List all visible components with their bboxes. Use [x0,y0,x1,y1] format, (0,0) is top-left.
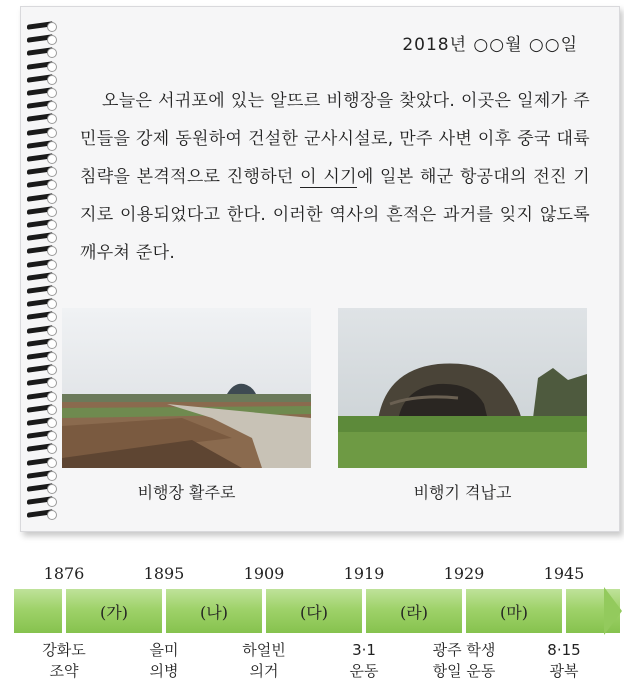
year-label: 1895 [143,564,185,583]
timeline-divider [562,589,566,633]
period-ga: (가) [100,603,128,622]
year-label: 1929 [443,564,485,583]
runway-caption: 비행장 활주로 [137,483,236,502]
spiral-ring-icon [27,509,57,519]
diary-line: 에 일본 [356,167,414,187]
spiral-ring-icon [27,87,57,97]
event-label: 3·1 운동 [349,641,379,680]
timeline-divider [162,589,166,633]
period-da: (다) [300,603,328,622]
spiral-ring-icon [27,351,57,361]
spiral-ring-icon [27,311,57,321]
spiral-ring-icon [27,193,57,203]
diary-line: 일제가 주민들을 강제 동원하여 건설한 군사시설로, 만주 사변 [80,91,590,149]
spiral-ring-icon [27,245,57,255]
diary-line: 이후 중국 대륙 침략을 본격적으로 진행하던 [80,129,590,187]
spiral-ring-icon [27,325,57,335]
spiral-ring-icon [27,404,57,414]
spiral-ring-icon [27,417,57,427]
spiral-ring-icon [27,298,57,308]
spiral-ring-icon [27,219,57,229]
spiral-ring-icon [27,272,57,282]
event-label: 을미 의병 [149,641,179,680]
year-label: 1876 [43,564,85,583]
spiral-ring-icon [27,113,57,123]
spiral-ring-icon [27,153,57,163]
timeline-divider [262,589,266,633]
period-na: (나) [200,603,228,622]
spiral-ring-icon [27,127,57,137]
spiral-ring-icon [27,21,57,31]
spiral-ring-icon [27,232,57,242]
spiral-ring-icon [27,496,57,506]
diary-paragraph [80,82,590,272]
spiral-ring-icon [27,259,57,269]
year-label: 1909 [243,564,285,583]
spiral-ring-icon [27,166,57,176]
year-label: 1919 [343,564,385,583]
diary-date: 2018년 ○○월 ○○일 [402,35,578,55]
spiral-ring-icon [27,74,57,84]
diary-line: 해군 항공대의 전진 기지로 이용되었다고 한다. 이러한 역사의 [80,167,590,225]
hangar-photo [338,308,587,468]
spiral-ring-icon [27,391,57,401]
timeline-arrow-icon [604,587,622,635]
year-label: 1945 [543,564,585,583]
spiral-ring-icon [27,377,57,387]
spiral-ring-icon [27,457,57,467]
spiral-binding [21,21,61,531]
timeline-divider [362,589,366,633]
timeline-divider [62,589,66,633]
hangar-caption: 비행기 격납고 [413,483,512,502]
diary-line: 흔적은 과거를 잊지 않도록 깨우쳐 준다. [80,205,590,263]
event-label: 8·15 광복 [547,641,581,680]
spiral-ring-icon [27,470,57,480]
period-ma: (마) [500,603,528,622]
event-label: 광주 학생 항일 운동 [432,641,496,680]
period-ra: (라) [400,603,428,622]
spiral-ring-icon [27,364,57,374]
underlined-term: 이 시기 [300,167,357,187]
spiral-ring-icon [27,34,57,44]
spiral-ring-icon [27,483,57,493]
spiral-ring-icon [27,338,57,348]
spiral-ring-icon [27,100,57,110]
spiral-ring-icon [27,443,57,453]
spiral-ring-icon [27,61,57,71]
hangar-illustration [338,308,587,468]
spiral-ring-icon [27,206,57,216]
timeline-divider [462,589,466,633]
runway-photo [62,308,311,468]
runway-illustration [62,308,311,468]
spiral-ring-icon [27,179,57,189]
spiral-ring-icon [27,430,57,440]
spiral-ring-icon [27,140,57,150]
spiral-ring-icon [27,47,57,57]
event-label: 강화도 조약 [42,641,86,680]
event-label: 하얼빈 의거 [242,641,286,680]
spiral-ring-icon [27,285,57,295]
diary-line: 오늘은 서귀포에 있는 알뜨르 비행장을 찾았다. 이곳은 [102,91,512,111]
